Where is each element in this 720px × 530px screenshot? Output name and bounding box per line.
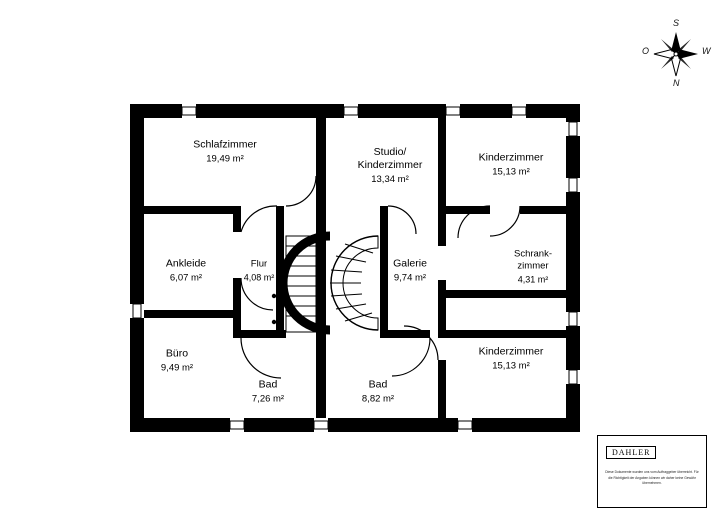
room-name: Büro (165, 347, 189, 360)
room-label-flur (244, 258, 275, 283)
room-area: 4,31 m² (517, 274, 549, 285)
room-label-schrankzimmer (514, 249, 552, 286)
room-label-kinderzimmer-1 (479, 152, 544, 179)
room-label-bad-2 (362, 379, 394, 406)
room-label-buero (161, 348, 193, 375)
compass-label-east: O (642, 46, 650, 56)
compass-label-south: S (673, 18, 680, 28)
room-area: 9,74 m² (393, 272, 427, 284)
room-area: 15,13 m² (492, 360, 530, 372)
room-name: Schrank- (513, 248, 553, 260)
disclaimer-text: Diese Dokumente wurden uns vom Auftraggeber überreicht. Für die Richtigkeit der Angaben können wir daher keine Gewähr übernehmen. (605, 470, 699, 486)
compass-label-west: W (702, 46, 711, 56)
room-name: Flur (250, 258, 268, 270)
room-name: Galerie (393, 257, 427, 270)
room-name: Studio/ (373, 145, 407, 158)
room-name: Ankleide (165, 257, 207, 270)
room-label-ankleide (166, 258, 206, 285)
room-name: Kinderzimmer (478, 345, 544, 358)
room-label-bad-1 (252, 379, 284, 406)
room-name-line2: Kinderzimmer (357, 159, 423, 172)
room-area: 9,49 m² (160, 362, 194, 374)
room-name: Bad (368, 378, 388, 391)
room-name: Kinderzimmer (478, 151, 544, 164)
room-area: 19,49 m² (206, 153, 244, 165)
room-area: 15,13 m² (492, 166, 530, 178)
room-area: 4,08 m² (243, 272, 275, 283)
room-label-schlafzimmer (193, 139, 257, 166)
room-area: 13,34 m² (371, 174, 409, 186)
brand-logo: DAHLER (606, 446, 656, 459)
room-name-line2: zimmer (517, 260, 549, 272)
room-area: 7,26 m² (251, 393, 285, 405)
room-label-studio-kinderzimmer (358, 146, 423, 186)
compass-label-north: N (673, 78, 680, 88)
logo-box (597, 435, 707, 508)
room-name: Bad (258, 378, 278, 391)
compass-rose (640, 18, 712, 90)
room-label-kinderzimmer-2 (479, 346, 544, 373)
room-label-galerie (393, 258, 427, 285)
room-name: Schlafzimmer (193, 138, 257, 151)
room-area: 6,07 m² (169, 272, 203, 284)
room-area: 8,82 m² (361, 393, 395, 405)
